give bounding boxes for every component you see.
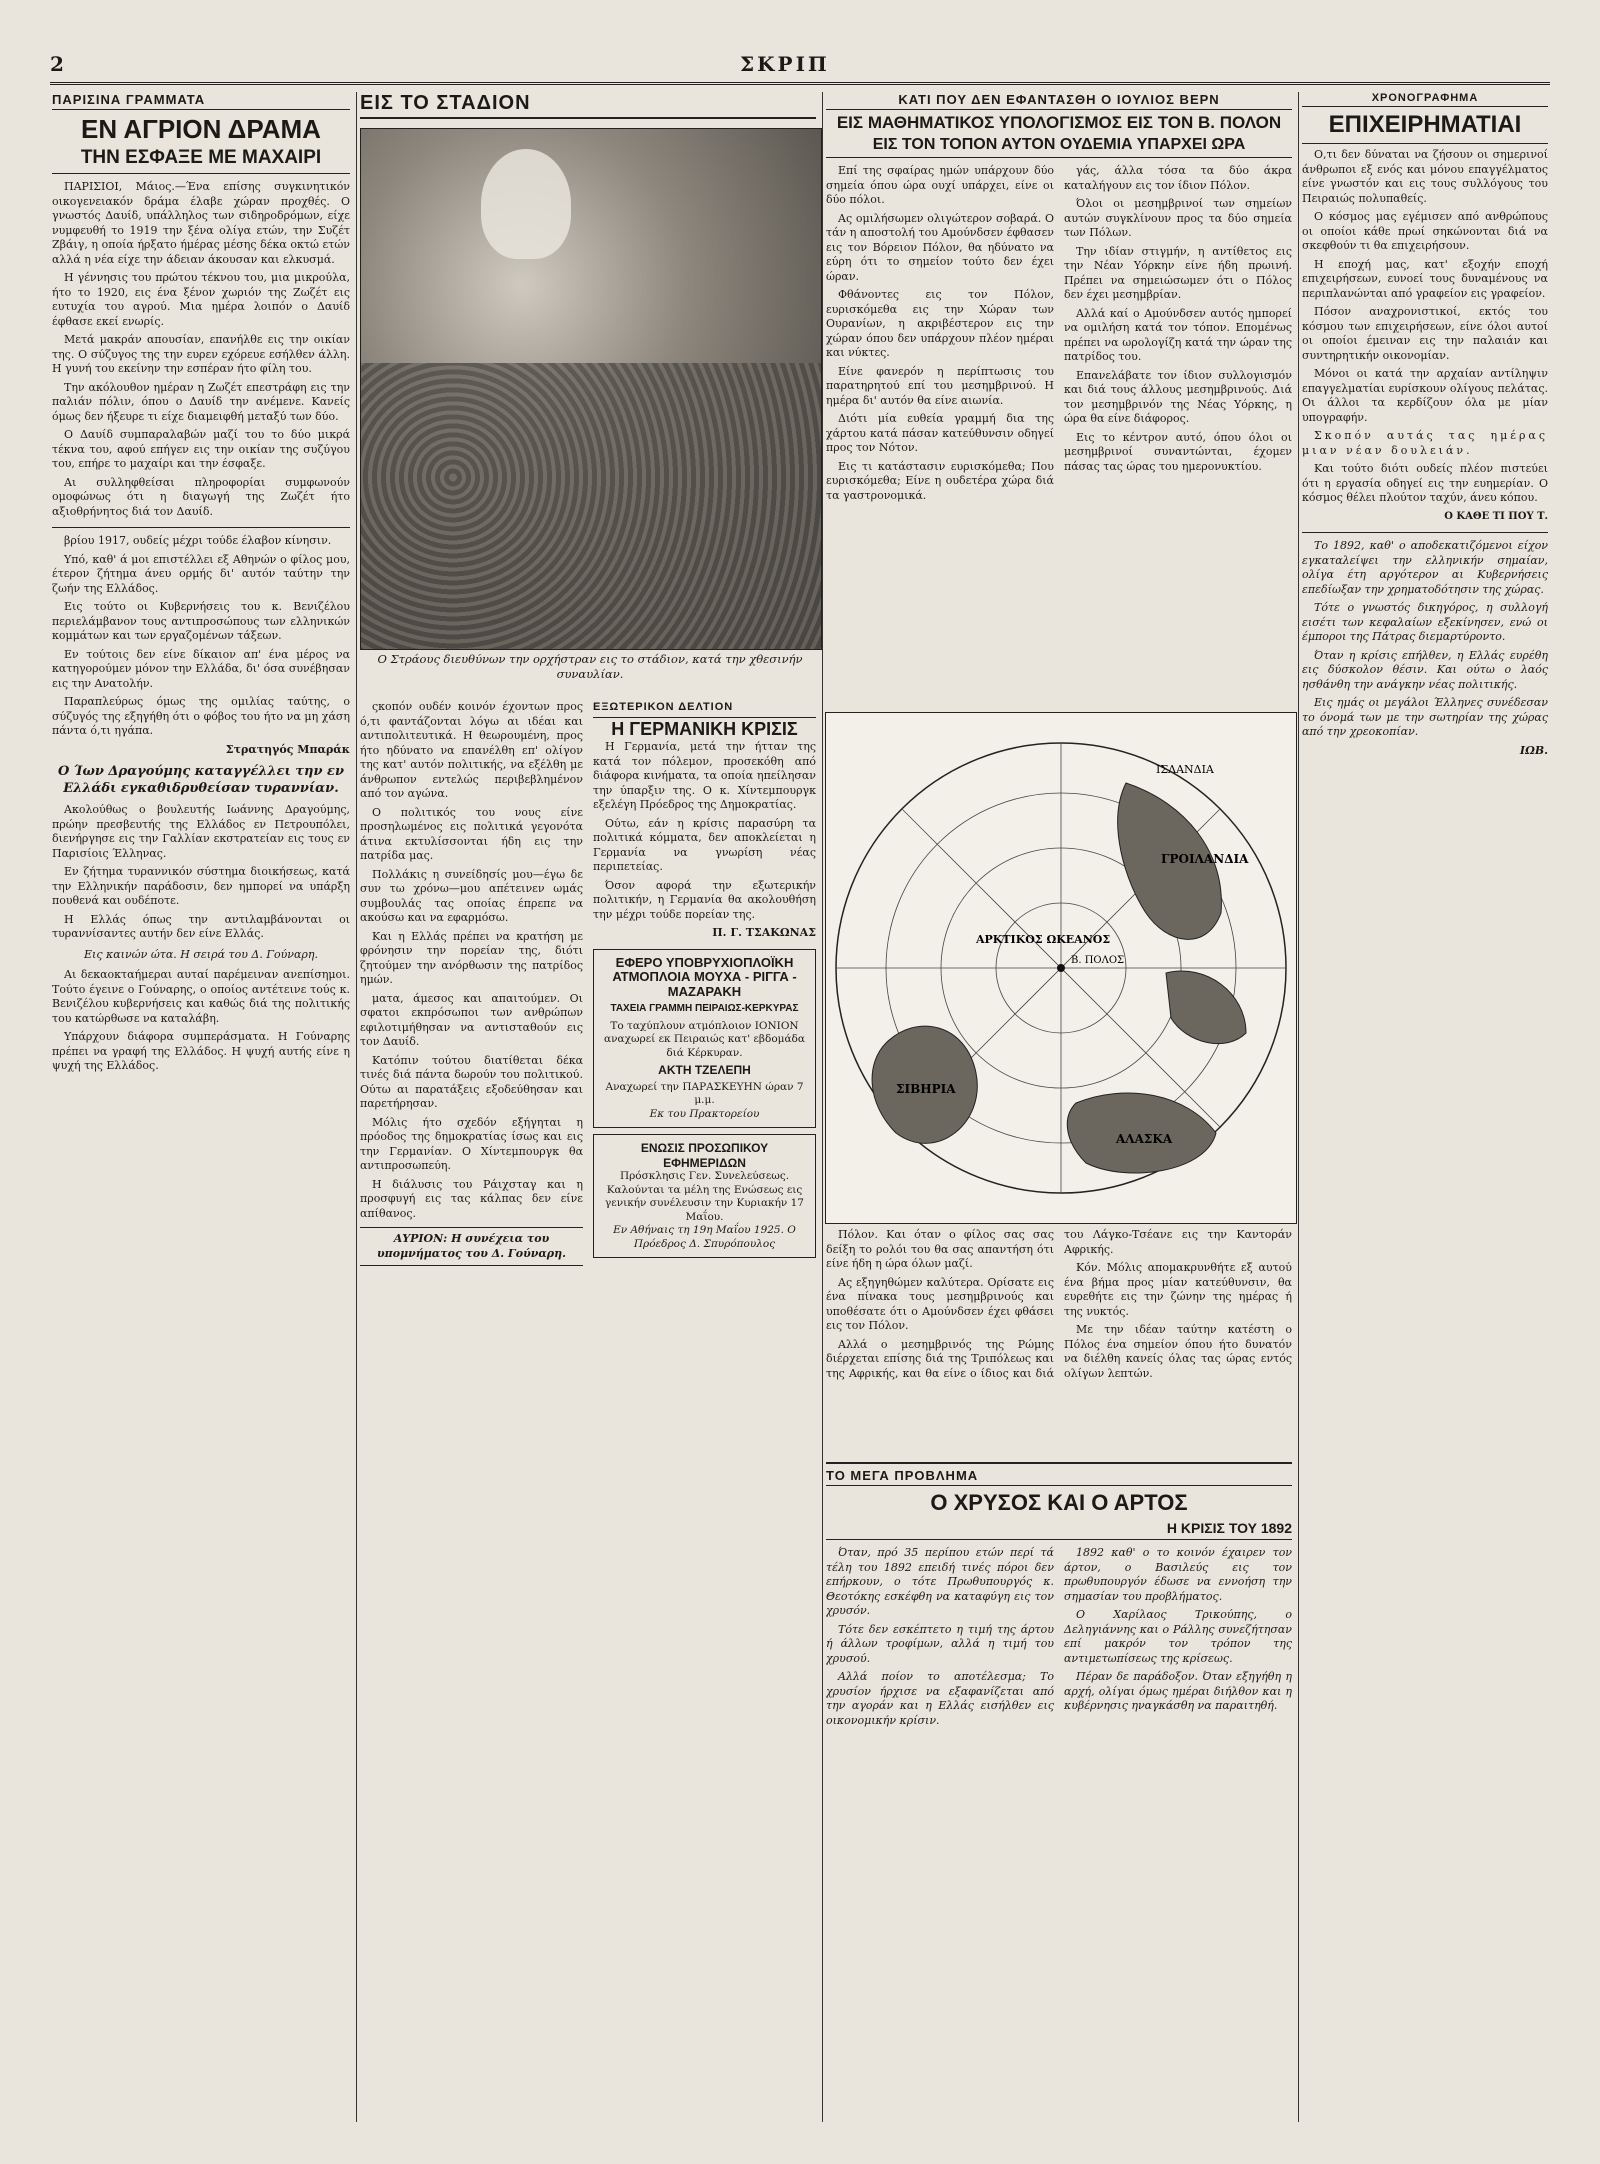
- paragraph: Παραπλεύρως όμως της ομιλίας ταύτης, ο σύζυγός της εξηγήθη ότι ο φόβος του ήτο να μη χάση πάντα ό,τι ηγάπα.: [52, 695, 350, 737]
- union-notice: [593, 1134, 816, 1258]
- notice-title: ΕΝΩΣΙΣ ΠΡΟΣΩΠΙΚΟΥ ΕΦΗΜΕΡΙΔΩΝ: [640, 1141, 769, 1170]
- paragraph: Με την ιδέαν ταύτην κατέστη ο Πόλος ένα σημείον όπου ήτο δυνατόν να διέλθη κανείς όλας τας ώρας εντός ολίγων λεπτών.: [1064, 1323, 1292, 1380]
- masthead-rule: [50, 82, 1550, 85]
- column-rule: [356, 92, 357, 2122]
- paragraph: Πολλάκις η συνείδησίς μου—έγω δε συν τω χρόνω—μου απέτεινεν ωμάς συμβουλάς τας οποίας έπρεπε να ακούσω και να εφαρμόσω.: [360, 867, 583, 924]
- paragraph: Φθάνοντες εις τον Πόλον, ευρισκόμεθα εις την Χώραν των Ουρανίων, η ακριβέστερον εις την χώραν όπου δεν υπάρχουν πλέον ημέραι και νύκτες.: [826, 288, 1054, 359]
- paragraph: Τότε δεν εσκέπτετο η τιμή της άρτου ή άλλων τροφίμων, αλλά η τιμή του χρυσού.: [826, 1622, 1054, 1665]
- section-kicker: ΕΞΩΤΕΡΙΚΟΝ ΔΕΛΤΙΟΝ: [593, 700, 816, 718]
- column-paris-letters: [52, 92, 350, 2122]
- paragraph: Ακολούθως ο βουλευτής Ιωάννης Δραγούμης, πρώην πρεσβευτής της Ελλάδος εν Πετρουπόλει, διενήργησε εις την Γαλλίαν εκστρατείαν εις τους εν Παρισίοις Έλληνας.: [52, 803, 350, 860]
- paragraph: Κόν. Μόλις απομακρυνθήτε εξ αυτού ένα βήμα προς μίαν κατεύθυνσιν, θα ευρεθήτε εις την ζώνην της ημέρας ή της νυκτός.: [1064, 1261, 1292, 1318]
- paragraph: Εις ημάς οι μεγάλοι Έλληνες συνέδεσαν το όνομά των με την σωτηρίαν της χώρας από την χρεοκοπίαν.: [1302, 696, 1548, 738]
- paragraph: Πόσον αναχρονιστικοί, εκτός του κόσμου των επιχειρήσεων, είνε όλοι αυτοί οι οποίοι έμειναν εις την παλαιάν και συντηρητικήν οικονομίαν.: [1302, 305, 1548, 362]
- paragraph: Αλλά ο μεσημβρινός της Ρώμης διέρχεται επίσης διά της Τριπόλεως και της Αφρικής, και θα είνε ο ίδιος και διά του Λάγκο-Τσέανε εις την Καντοράν Αφρικής.: [826, 1228, 1292, 1380]
- ad-subtitle: ΤΑΧΕΙΑ ΓΡΑΜΜΗ ΠΕΙΡΑΙΩΣ-ΚΕΡΚΥΡΑΣ: [610, 1003, 799, 1014]
- photo-caption: Ο Στράους διευθύνων την ορχήστραν εις το στάδιον, κατά την χθεσινήν συναυλίαν.: [377, 652, 803, 681]
- left-column: [826, 164, 1054, 507]
- paragraph: Ο Χαρίλαος Τρικούπης, ο Δεληγιάννης και ο Ράλλης συνεζήτησαν επί μακρόν τον τρόπον της αντιμετωπίσεως της κρίσεως.: [1064, 1608, 1292, 1665]
- stadium-kicker-wrap: [360, 92, 816, 132]
- paragraph: Επανελάβατε τον ίδιον συλλογισμόν και διά τους άλλους μεσημβρινούς. Διά τον μεσημβρινόν της Νέας Υόρκης, η ώρα θα είνε διάφορος.: [1064, 368, 1292, 425]
- ad-ship: ΑΚΤΗ ΤΖΕΛΕΠΗ: [658, 1063, 751, 1077]
- masthead: [50, 52, 1550, 74]
- paragraph: Την ακόλουθον ημέραν η Ζωζέτ επεστράφη εις την παλιάν πόλιν, όπου ο Δαυίδ την ανέμενε. Κανείς όμως δεν ήξευρε τι είχε διαμειφθή μεταξύ των δύο.: [52, 380, 350, 423]
- article-subtitle: ΕΙΣ ΤΟΝ ΤΟΠΟΝ ΑΥΤΟΝ ΟΥΔΕΜΙΑ ΥΠΑΡΧΕΙ ΩΡΑ: [826, 136, 1292, 158]
- map-label: ΑΡΚΤΙΚΟΣ ΩΚΕΑΝΟΣ: [976, 933, 1111, 946]
- article-subtitle: ΤΗΝ ΕΣΦΑΞΕ ΜΕ ΜΑΧΑΙΡΙ: [52, 146, 350, 174]
- paragraph: Όλοι οι μεσημβρινοί των σημείων αυτών συγκλίνουν προς τα δύο σημεία των Πόλων.: [1064, 197, 1292, 239]
- paragraph: Όταν, πρό 35 περίπου ετών περί τά τέλη του 1892 επειδή τινές πόροι δεν επήρκουν, ο τότε Πρωθυπουργός κ. Θεοτόκης εσκέφθη να καταφύγη εις τον χρυσόν.: [826, 1546, 1054, 1617]
- paragraph: Επί της σφαίρας ημών υπάρχουν δύο σημεία όπου ώρα ουχί υπάρχει, είνε οι δύο πόλοι.: [826, 164, 1054, 206]
- footnote: Εις καινών ώτα. Η σειρά του Δ. Γούναρη.: [84, 947, 318, 961]
- kicker: ΧΡΟΝΟΓΡΑΦΗΜΑ: [1302, 92, 1548, 107]
- crowd-texture: [361, 363, 821, 649]
- paragraph: ματα, άμεσος και απαιτούμεν. Οι σφατοι εκπρόσωποι των ανθρώπων εφιλοτιμήθησαν να αντισταθούν εις τον Δαυίδ.: [360, 991, 583, 1048]
- signature: Π. Γ. ΤΣΑΚΩΝΑΣ: [712, 926, 816, 939]
- article-continuation: [1302, 539, 1548, 758]
- paragraph: Μετά μακράν απουσίαν, επανήλθε εις την οικίαν της. Ο σύζυγος της την ευρεν εχόρευε εσήλθεν άλλη. Η γυνή του εκείνην την εσπέραν ήτο φίλη του.: [52, 333, 350, 375]
- ad-title: ΕΦΕΡΟ ΥΠΟΒΡΥΧΙΟΠΛΟΪΚΗ ΑΤΜΟΠΛΟΙΑ ΜΟΥΧΑ - ΡΙΓΓΑ - ΜΑΖΑΡΑΚΗ: [612, 954, 797, 999]
- signature: Ο ΚΑΘΕ ΤΙ ΠΟΥ Τ.: [1444, 510, 1548, 522]
- signature: ΙΩΒ.: [1519, 743, 1548, 757]
- paper-name: ΣΚΡΙΠ: [740, 52, 830, 76]
- right-column: [1064, 164, 1292, 507]
- paragraph: Αλλά ποίον το αποτέλεσμα; Το χρυσίον ήρχισε να εξαφανίζεται από την αγοράν και η Ελλάς εισήλθεν εις οικονομικήν κρίσιν.: [826, 1670, 1054, 1727]
- paragraph: Αι συλληφθείσαι πληροφορίαι συμφωνούν ομοφώνως ότι η διαγωγή της Ζωζέτ ήτο αξιοθρήνητος διά τον Δαυίδ.: [52, 475, 350, 518]
- paragraph: Ο κόσμος μας εγέμισεν από ανθρώπους οι οποίοι κάθε πρωί σηκώνονται διά να σκεφθούν τι θα επιχειρήσουν.: [1302, 210, 1548, 252]
- article-subtitle: Η ΚΡΙΣΙΣ ΤΟΥ 1892: [826, 1520, 1292, 1540]
- column-gold-and-bread: [826, 1462, 1292, 2124]
- paragraph: Ας ομιλήσωμεν ολιγώτερον σοβαρά. Ο τάν η αποστολή του Αμούνδσεν έφθασεν εις τον Βόρειον Πόλον, θα ηδύνατο να εύρη ότι το σημείον τούτο δεν έχει ώραν.: [826, 211, 1054, 283]
- ad-agent: Εκ του Πρακτορείου: [649, 1107, 760, 1120]
- column-chronicle: [1302, 92, 1548, 2122]
- notice: ΑΥΡΙΟΝ: Η συνέχεια του υπομνήματος του Δ. Γούναρη.: [360, 1227, 583, 1266]
- paragraph: Η διάλυσις του Ράιχσταγ και η προσφυγή εις τας κάλπας δεν είνε απίθανος.: [360, 1177, 583, 1220]
- paragraph: Η Γερμανία, μετά την ήτταν της κατά τον πόλεμον, προσεκόθη από διάφορα κινήματα, τα οποία ηπείλησαν την ύπαρξιν της. Ο κ. Χίντεμπουργκ εξελέγη Πρόεδρος της Δημοκρατίας.: [593, 740, 816, 811]
- article-title: ΕΙΣ ΜΑΘΗΜΑΤΙΚΟΣ ΥΠΟΛΟΓΙΣΜΟΣ ΕΙΣ ΤΟΝ Β. ΠΟΛΟΝ: [836, 113, 1282, 132]
- paragraph: Ούτω, εάν η κρίσις παρασύρη τα πολιτικά κόμματα, δεν αποκλείεται η Γερμανία να γνωρίση νέας περιπετείας.: [593, 816, 816, 873]
- paragraph: Η γέννησις του πρώτου τέκνου του, μια μικρούλα, ήτο το 1920, εις ένα ξένον χωριόν της Ζωζέτ εις ευτυχία του αγρού. Μια ημέρα λοιπόν ο Δαυίδ έφθασε εκεί ενωρίς.: [52, 271, 350, 328]
- paragraph: Εν ζήτημα τυραννικόν σύστημα διοικήσεως, κατά την Ελληνικήν παράδοσιν, δεν ημπορεί να υπάρξη πουθενά και ουδέποτε.: [52, 865, 350, 907]
- paragraph: Ας εξηγηθώμεν καλύτερα. Ορίσατε εις ένα πίνακα τους μεσημβρινούς και υποθέσατε ότι ο Αμούνδσεν έχει φθάσει εις τον Πόλον.: [826, 1275, 1054, 1332]
- ad-body: Το ταχύπλουν ατμόπλοιον ΙΟΝΙΟΝ αναχωρεί εκ Πειραιώς κατ' εβδομάδα διά Κέρκυραν.: [604, 1019, 805, 1059]
- map-label: ΑΛΑΣΚΑ: [1116, 1132, 1173, 1146]
- article-title: Ο ΧΡΥΣΟΣ ΚΑΙ Ο ΑΡΤΟΣ: [930, 1490, 1188, 1515]
- paragraph: Όταν η κρίσις επήλθεν, η Ελλάς ευρέθη εις δύσκολον θέσιν. Και ούτω ο λαός ησθάνθη την ανάγκην νέας πολιτικής.: [1302, 648, 1548, 691]
- paragraph: Μόλις ήτο σχεδόν εξήγηται η πρόοδος της δημοκρατίας ίσως και εις την Γερμανίαν. Ο Χίντεμπουργκ θα αντιπροσωπεύη.: [360, 1115, 583, 1172]
- notice-sign: Εν Αθήναις τη 19η Μαΐου 1925. Ο Πρόεδρος Δ. Σπυρόπουλος: [613, 1224, 796, 1250]
- article-body: [1302, 148, 1548, 524]
- paragraph: Πέραν δε παράδοξον. Όταν εξηγήθη η αρχή, ολίγαι όμως ημέραι διήλθον και η κυβέρνησις ηναγκάσθη να παραιτηθή.: [1064, 1670, 1292, 1712]
- paragraph: Την ιδίαν στιγμήν, η αντίθετος εις την Νέαν Υόρκην είνε ήδη πρωινή. Πρέπει να σημειώσωμεν ότι ο Πόλος δεν έχει μεσημβρίαν.: [1064, 244, 1292, 301]
- article-body: [826, 1546, 1292, 1728]
- paragraph: Μόνοι οι κατά την αρχαίαν αντίληψιν επαγγελματίαι ευρίσκουν ολίγους πελάτας. Οι άλλοι τα κερδίζουν όλα με μίαν υπογραφήν.: [1302, 367, 1548, 424]
- kicker: ΚΑΤΙ ΠΟΥ ΔΕΝ ΕΦΑΝΤΑΣΘΗ Ο ΙΟΥΛΙΟΣ ΒΕΡΝ: [826, 92, 1292, 110]
- map-label: Β. ΠΟΛΟΣ: [1071, 955, 1125, 966]
- kicker: ΕΙΣ ΤΟ ΣΤΑΔΙΟΝ: [360, 92, 816, 119]
- map-label: ΙΣΛΑΝΔΙΑ: [1156, 763, 1214, 776]
- column-rule: [822, 92, 823, 2122]
- column-stadium-text: [360, 700, 816, 2120]
- paragraph: Υπάρχουν διάφορα συμπεράσματα. Η Γούναρης πρέπει να γραφή της Ελλάδος. Η ψυχή αυτής είνε η ψυχή της Ελλάδος.: [52, 1030, 350, 1072]
- conductor-figure: [481, 149, 571, 259]
- map-followup-text: [826, 1228, 1292, 1458]
- notice-body: Πρόσκλησις Γεν. Συνελεύσεως. Καλούνται τα μέλη της Ενώσεως εις γενικήν συνέλευσιν την Κυριακήν 17 Μαΐου.: [604, 1170, 804, 1223]
- kicker: ΠΑΡΙΣΙΝΑ ΓΡΑΜΜΑΤΑ: [52, 92, 350, 110]
- paragraph: Κατόπιν τούτου διατίθεται δέκα τινές διά πάντα δωρούν του πολιτικού. Ούτω αι παρατάξεις εξοδεύθησαν και παρετήρησαν.: [360, 1053, 583, 1110]
- paragraph: Και τούτο διότι ουδείς πλέον πιστεύει ότι η εργασία οδηγεί εις την ευημερίαν. Ο κόσμος θέλει πλούτον ταχύν, άνευ κόπου.: [1302, 462, 1548, 504]
- paragraph: βρίου 1917, ουδείς μέχρι τούδε έλαβον κίνησιν.: [64, 534, 332, 547]
- paragraph: Τότε ο γνωστός δικηγόρος, η συλλογή εισέτι των κεφαλαίων εξεκίνησεν, ενώ οι έμποροι της Πάτρας διεμαρτύροντο.: [1302, 601, 1548, 643]
- section-title: Η ΓΕΡΜΑΝΙΚΗ ΚΡΙΣΙΣ: [611, 718, 798, 739]
- paragraph: Σκοπόν αυτάς τας ημέρας μιαν νέαν δουλειάν.: [1302, 429, 1548, 457]
- paragraph: Εις τι κατάστασιν ευρισκόμεθα; Που ευρισκόμεθα; Είνε η ουδετέρα χώρα διά τα γαστρονομικά.: [826, 459, 1054, 502]
- article-title: ΕΝ ΑΓΡΙΟΝ ΔΡΑΜΑ: [81, 114, 321, 144]
- map-label: ΓΡΟΙΛΑΝΔΙΑ: [1161, 852, 1249, 866]
- arctic-map: [825, 712, 1297, 1224]
- signature: Στρατηγός Μπαράκ: [225, 742, 350, 756]
- paragraph: 1892 καθ' ο το κοινόν έχαιρεν τον άρτον, ο Βασιλεύς εις τον πρωθυπουργόν έδωσε να εννοήση την σημασίαν του προβλήματος.: [1064, 1546, 1292, 1603]
- paragraph: Όσον αφορά την εξωτερικήν πολιτικήν, η Γερμανία θα ακολουθήση την μέχρι τούδε πορείαν της.: [593, 878, 816, 921]
- page-number: 2: [50, 52, 64, 76]
- paragraph: Η εποχή μας, κατ' εξοχήν εποχή επιχειρήσεων, ευνοεί τους δυναμένους να περιπλανώνται από γραφείον εις γραφείον.: [1302, 257, 1548, 300]
- section-headline: Ο Ίων Δραγούμης καταγγέλλει την εν Ελλάδι εγκαθιδρυθείσαν τυραννίαν.: [58, 764, 344, 796]
- paragraph: Ο πολιτικός του νους είνε προσηλωμένος εις πολιτικά γεγονότα άτινα εκτυλίσσονται ήδη εις την πατρίδα μας.: [360, 805, 583, 862]
- stadium-photo: [360, 128, 822, 650]
- paragraph: Εις τούτο οι Κυβερνήσεις του κ. Βενιζέλου περιελάμβανον τους αντιπροσώπους των ελληνικών κομμάτων και των εργαζομένων τάξεων.: [52, 600, 350, 642]
- paragraph: Πόλον. Και όταν ο φίλος σας σας δείξη το ρολόι του θα σας απαντήση ότι είνε ήδη η ώρα όλων μαζί.: [826, 1228, 1054, 1270]
- article-title: ΕΠΙΧΕΙΡΗΜΑΤΙΑΙ: [1302, 111, 1548, 144]
- paragraph: Είνε φανερόν η περίπτωσις του παρατηρητού επί του μεσημβρινού. Η ημέρα δι' αυτόν θα είνε αιωνία.: [826, 364, 1054, 407]
- paragraph: Υπό, καθ' ά μοι επιστέλλει εξ Αθηνών ο φίλος μου, έτερον ζήτημα άνευ ορμής δι' αυτόν ταύτην την ζωήν της Ελλάδος.: [52, 552, 350, 595]
- paragraph: Το 1892, καθ' ο αποδεκατιζόμενοι είχον εγκαταλείψει την ελληνικήν σημαίαν, ολίγα έτη αργότερον αι Κυβερνήσεις επεδίωξαν την χρηματοδότησιν της χώρας.: [1302, 539, 1548, 596]
- arctic-map-svg: [826, 713, 1296, 1223]
- kicker: ΤΟ ΜΕΓΑ ΠΡΟΒΛΗΜΑ: [826, 1468, 1292, 1486]
- paragraph: Εν τούτοις δεν είνε δίκαιον απ' ένα μέρος να κατηγορούμεν μόνον την Ελλάδα, δι' όσα συνέβησαν εις την Ανατολήν.: [52, 647, 350, 690]
- paragraph: Ο,τι δεν δύναται να ζήσουν οι σημερινοί άνθρωποι εξ ενός και μόνου επαγγέλματος είνε γνωστόν και εις τους συλλόγους του Πειραιώς πολυπαθείς.: [1302, 148, 1548, 205]
- paragraph: ΠΑΡΙΣΙΟΙ, Μάιος.—Ένα επίσης συγκινητικόν οικογενειακόν δράμα έλαβε χώραν προχθές. Ο γνωστός Δαυίδ, υπάλληλος των σιδηροδρόμων, είχε νυμφευθή το 1919 την ξένα ολίγα ετών, την Συζέτ Ζβάιγ, η οποία ήρξατο ήμέρας μέσης δέκα οκτώ ετών αλλά η νέα είχε την άδειαν άκουσαν και ελκυσμά.: [52, 180, 350, 266]
- article-body: [52, 180, 350, 519]
- shipping-advertisement: [593, 949, 816, 1129]
- paragraph: Διότι μία ευθεία γραμμή δια της χάρτου κατά πάσαν κατεύθυνσιν οδηγεί προς τον Νότον.: [826, 412, 1054, 454]
- column-north-pole: [826, 92, 1292, 712]
- paragraph: Εις το κέντρον αυτό, όπου όλοι οι μεσημβρινοί συναντώνται, έχομεν πάσας τας ώρας του ημερονυκτίου.: [1064, 430, 1292, 473]
- article-continuation: [52, 534, 350, 1074]
- article-body: [826, 164, 1292, 507]
- paragraph: Αλλά καί ο Αμούνδσεν αυτός ημπορεί να ομιλήση κατά τον τόπον. Επομένως πρέπει να ωρολογίζη κατά την ώραν της πατρίδος του.: [1064, 306, 1292, 363]
- paragraph: Και η Ελλάς πρέπει να κρατήση με φρόνησιν την πορείαν της, διότι ζητούμεν την ανόρθωσιν της πατρίδος ημών.: [360, 929, 583, 986]
- map-label: ΣΙΒΗΡΙΑ: [896, 1082, 956, 1096]
- paragraph: ςκοπόν ουδέν κοινόν έχοντων προς ό,τι φαντάζονται λόγω αι ιδέαι και αντιπολιτευτικά. Η θεωρουμένη, προς ήτο ηδύνατο να επανέλθη επ' ολίγον της κατ' αυτόν πολιτικής, να εξέλθη με άνθρωπον εντελώς περιβεβλημένον από τον αγώνα.: [360, 700, 583, 800]
- column-rule: [1298, 92, 1299, 2122]
- ad-date: Αναχωρεί την ΠΑΡΑΣΚΕΥΗΝ ώραν 7 μ.μ.: [605, 1080, 804, 1106]
- paragraph: Ο Δαυίδ συμπαραλαβών μαζί του το δύο μικρά τέκνα του, αφού επήγεν εις την οικίαν της συζύγου του, επήρε το μαχαίρι και την έσφαξε.: [52, 428, 350, 470]
- paragraph: Αι δεκαοκταήμεραι αυταί παρέμειναν ανεπίσημοι. Τούτο έγεινε ο Γούναρης, ο οποίος αντέτεινε τούς κ. Βενιζέλου κυβερνήσεις και καθώς διά της πολιτικής του κατώρθωσε να καταλάβη.: [52, 968, 350, 1025]
- paragraph: Η Ελλάς όπως την αντιλαμβάνονται οι τυραννίσαντες αυτήν δεν είνε Ελλάς.: [52, 912, 350, 940]
- paragraph: γάς, άλλα τόσα τα δύο άκρα καταλήγουν εις τον ίδιον Πόλον.: [1064, 164, 1292, 192]
